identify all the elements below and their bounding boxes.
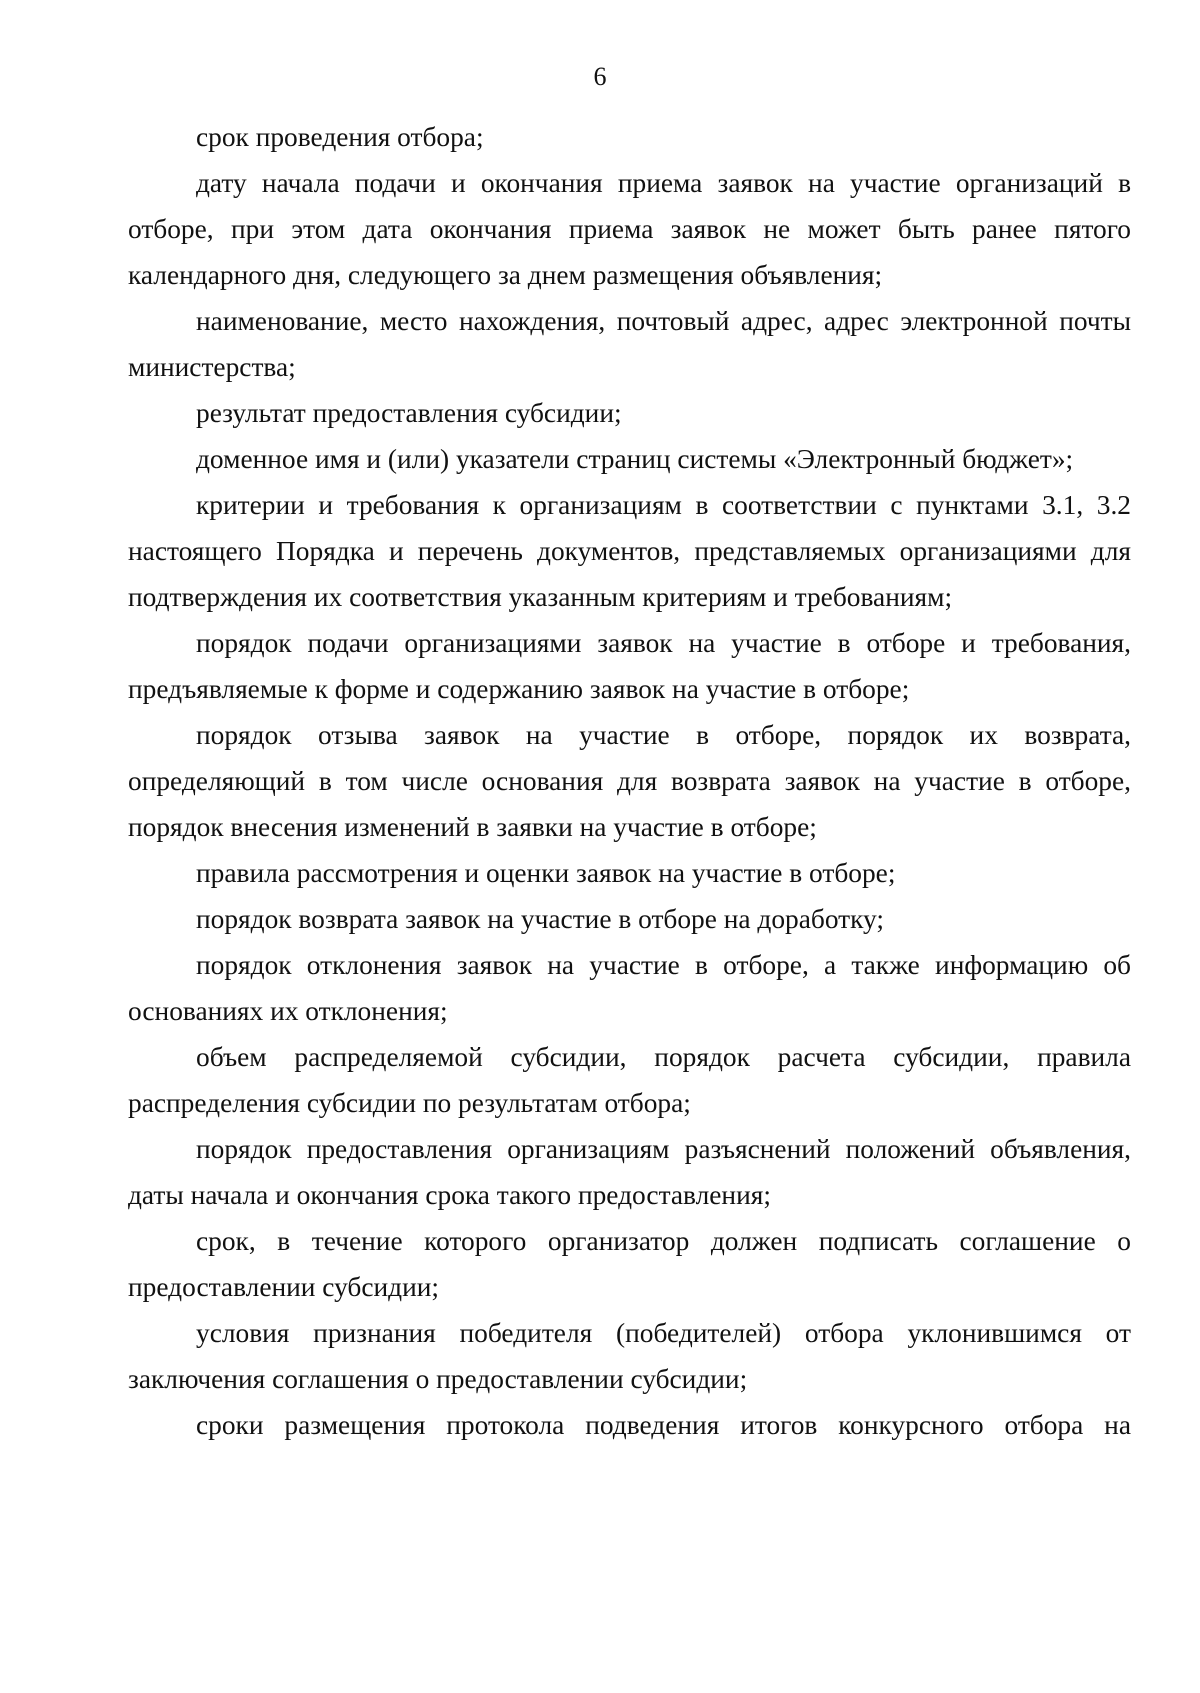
- paragraph: порядок отклонения заявок на участие в отборе, а также информацию об основаниях их отклонения;: [128, 950, 1131, 1026]
- paragraph: порядок подачи организациями заявок на участие в отборе и требования, предъявляемые к форме и содержанию заявок на участие в отборе;: [128, 628, 1131, 704]
- paragraph: дату начала подачи и окончания приема заявок на участие организаций в отборе, при этом дата окончания приема заявок не может быть ранее пятого календарного дня, следующего за днем размещения объявления;: [128, 168, 1131, 290]
- paragraph: критерии и требования к организациям в соответствии с пунктами 3.1, 3.2 настоящего Порядка и перечень документов, представляемых организациями для подтверждения их соответствия указанным критериям и требованиям;: [128, 490, 1131, 612]
- paragraph: условия признания победителя (победителей) отбора уклонившимся от заключения соглашения о предоставлении субсидии;: [128, 1318, 1131, 1394]
- paragraph: сроки размещения протокола подведения итогов конкурсного отбора на: [196, 1410, 1131, 1440]
- paragraph: результат предоставления субсидии;: [196, 398, 622, 428]
- document-body: [128, 114, 1131, 1448]
- paragraph: доменное имя и (или) указатели страниц системы «Электронный бюджет»;: [196, 444, 1074, 474]
- page-number: 6: [593, 62, 607, 91]
- paragraph: срок проведения отбора;: [196, 122, 484, 152]
- paragraph: порядок отзыва заявок на участие в отборе, порядок их возврата, определяющий в том числе основания для возврата заявок на участие в отборе, порядок внесения изменений в заявки на участие в отборе;: [128, 720, 1131, 842]
- paragraph: правила рассмотрения и оценки заявок на участие в отборе;: [196, 858, 896, 888]
- paragraph: порядок возврата заявок на участие в отборе на доработку;: [196, 904, 885, 934]
- paragraph: порядок предоставления организациям разъяснений положений объявления, даты начала и окончания срока такого предоставления;: [128, 1134, 1131, 1210]
- paragraph: объем распределяемой субсидии, порядок расчета субсидии, правила распределения субсидии по результатам отбора;: [128, 1042, 1131, 1118]
- paragraph: срок, в течение которого организатор должен подписать соглашение о предоставлении субсидии;: [128, 1226, 1131, 1302]
- paragraph: наименование, место нахождения, почтовый адрес, адрес электронной почты министерства;: [128, 306, 1131, 382]
